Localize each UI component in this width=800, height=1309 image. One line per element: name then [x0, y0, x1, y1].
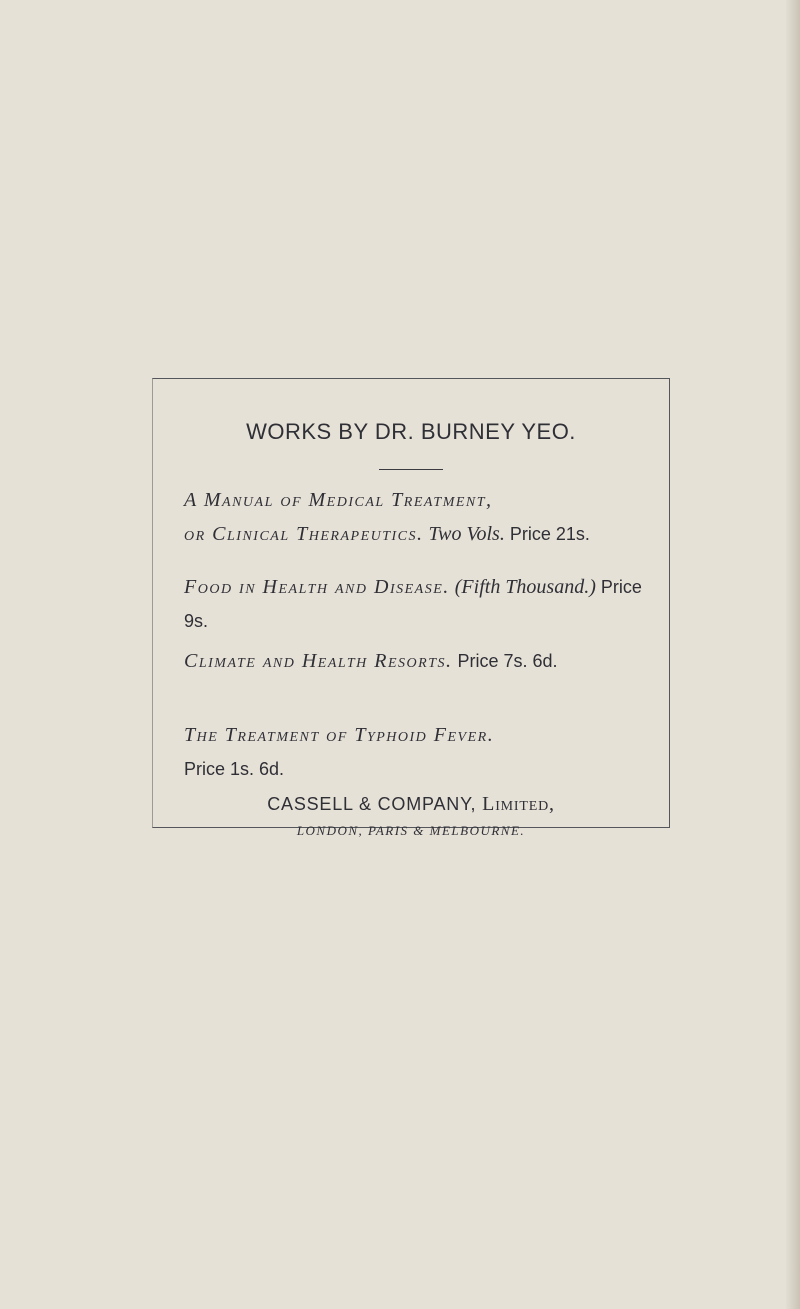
book-title: Food in Health and Disease.: [184, 576, 450, 598]
page-edge: [786, 0, 800, 1309]
book-entry-typhoid: [184, 718, 642, 786]
page-title: WORKS BY DR. BURNEY YEO.: [246, 419, 576, 444]
book-entry-food: [184, 570, 642, 638]
book-entry-manual: [184, 483, 642, 551]
book-note: (Fifth Thousand.): [454, 576, 596, 598]
advert-box: [152, 378, 670, 838]
publisher-suffix: Limited,: [482, 793, 555, 815]
book-price: Price 7s. 6d.: [457, 651, 558, 671]
book-title: A Manual of Medical Treatment,: [184, 489, 493, 511]
book-price: Price 1s. 6d.: [184, 759, 285, 779]
book-price: Price 9s.: [184, 577, 642, 631]
book-subtitle: or Clinical Therapeutics.: [184, 523, 424, 545]
publisher-name: [153, 793, 669, 816]
book-entry-climate: [184, 644, 642, 678]
publisher-company: CASSELL & COMPANY,: [267, 794, 477, 814]
book-price: Price 21s.: [509, 524, 590, 544]
book-title: The Treatment of Typhoid Fever.: [184, 724, 495, 746]
divider-rule: [379, 469, 443, 470]
book-title: Climate and Health Resorts.: [184, 650, 453, 672]
book-note: Two Vols.: [428, 523, 505, 545]
publisher-places: LONDON, PARIS & MELBOURNE.: [296, 823, 526, 838]
